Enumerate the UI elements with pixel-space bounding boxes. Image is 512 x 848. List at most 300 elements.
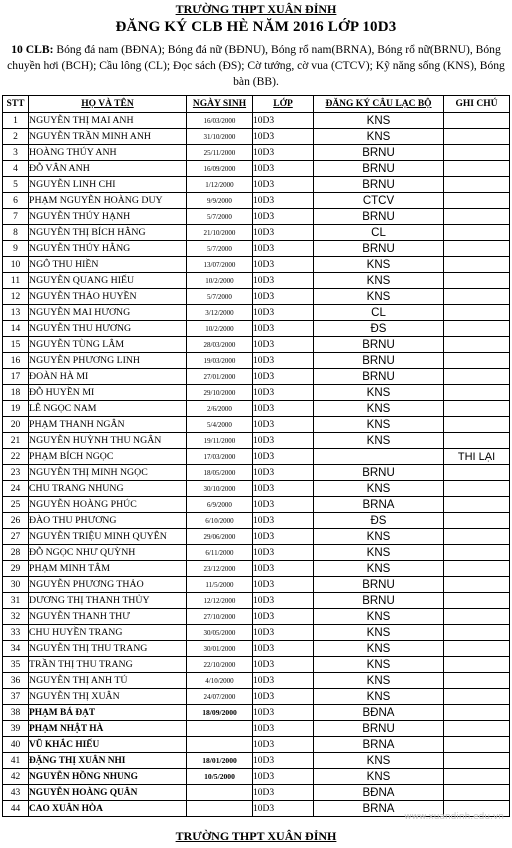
name-cell: PHẠM MINH TÂM [29, 561, 187, 577]
class-cell: 10D3 [253, 609, 314, 625]
table-row [3, 273, 510, 289]
dob-cell: 22/10/2000 [187, 657, 253, 673]
table-row [3, 721, 510, 737]
table-row [3, 641, 510, 657]
dob-cell: 18/09/2000 [187, 705, 253, 721]
name-cell: ĐOÀN HÀ MI [29, 369, 187, 385]
club-cell: BRNA [314, 801, 444, 817]
class-cell: 10D3 [253, 801, 314, 817]
class-cell: 10D3 [253, 129, 314, 145]
table-row [3, 257, 510, 273]
note-cell [444, 577, 510, 593]
club-cell: KNS [314, 689, 444, 705]
name-cell: NGUYỄN THỊ MAI ANH [29, 113, 187, 129]
club-cell: BRNU [314, 177, 444, 193]
dob-cell: 5/4/2000 [187, 417, 253, 433]
note-cell [444, 353, 510, 369]
note-cell [444, 289, 510, 305]
club-cell: BRNU [314, 241, 444, 257]
name-cell: NGUYỄN THANH THƯ [29, 609, 187, 625]
table-row [3, 321, 510, 337]
dob-cell: 28/03/2000 [187, 337, 253, 353]
table-row [3, 593, 510, 609]
dob-cell: 19/11/2000 [187, 433, 253, 449]
stt-cell: 36 [3, 673, 29, 689]
class-cell: 10D3 [253, 641, 314, 657]
stt-cell: 14 [3, 321, 29, 337]
dob-cell: 6/10/2000 [187, 513, 253, 529]
dob-cell: 23/12/2000 [187, 561, 253, 577]
table-row [3, 145, 510, 161]
note-cell [444, 705, 510, 721]
note-cell [444, 433, 510, 449]
name-cell: NGUYỄN THẢO HUYỀN [29, 289, 187, 305]
stt-cell: 9 [3, 241, 29, 257]
class-cell: 10D3 [253, 481, 314, 497]
note-cell [444, 529, 510, 545]
name-cell: NGUYỄN PHƯƠNG THẢO [29, 577, 187, 593]
table-row [3, 737, 510, 753]
note-cell [444, 657, 510, 673]
stt-cell: 5 [3, 177, 29, 193]
note-cell [444, 545, 510, 561]
club-cell: KNS [314, 401, 444, 417]
dob-cell: 18/05/2000 [187, 465, 253, 481]
club-cell: ĐS [314, 513, 444, 529]
dob-cell: 11/5/2000 [187, 577, 253, 593]
stt-cell: 26 [3, 513, 29, 529]
name-cell: NGUYỄN QUANG HIẾU [29, 273, 187, 289]
table-row [3, 305, 510, 321]
table-row [3, 657, 510, 673]
dob-cell: 2/6/2000 [187, 401, 253, 417]
note-cell [444, 481, 510, 497]
class-cell: 10D3 [253, 673, 314, 689]
club-cell: CL [314, 225, 444, 241]
dob-cell: 12/12/2000 [187, 593, 253, 609]
name-cell: LÊ NGỌC NAM [29, 401, 187, 417]
stt-cell: 42 [3, 769, 29, 785]
name-cell: NGUYỄN THÚY HẰNG [29, 241, 187, 257]
stt-cell: 20 [3, 417, 29, 433]
dob-cell: 31/10/2000 [187, 129, 253, 145]
dob-cell: 10/2/2000 [187, 321, 253, 337]
class-cell: 10D3 [253, 737, 314, 753]
stt-cell: 1 [3, 113, 29, 129]
club-cell: BRNU [314, 465, 444, 481]
column-header-club: ĐĂNG KÝ CÂU LẠC BỘ [314, 96, 444, 113]
dob-cell: 5/7/2000 [187, 289, 253, 305]
club-cell: BRNA [314, 737, 444, 753]
note-cell [444, 113, 510, 129]
stt-cell: 33 [3, 625, 29, 641]
club-cell: KNS [314, 673, 444, 689]
note-cell [444, 609, 510, 625]
clubs-description [4, 42, 508, 90]
note-cell [444, 753, 510, 769]
name-cell: ĐẶNG THỊ XUÂN NHI [29, 753, 187, 769]
table-row [3, 401, 510, 417]
table-row [3, 545, 510, 561]
class-cell: 10D3 [253, 753, 314, 769]
club-cell [314, 449, 444, 465]
class-cell: 10D3 [253, 369, 314, 385]
dob-cell: 30/01/2000 [187, 641, 253, 657]
club-cell: BRNU [314, 145, 444, 161]
stt-cell: 13 [3, 305, 29, 321]
table-row [3, 625, 510, 641]
table-row [3, 449, 510, 465]
dob-cell: 27/10/2000 [187, 609, 253, 625]
stt-cell: 10 [3, 257, 29, 273]
club-cell: BĐNA [314, 705, 444, 721]
club-cell: BRNU [314, 593, 444, 609]
name-cell: VŨ KHẮC HIẾU [29, 737, 187, 753]
stt-cell: 3 [3, 145, 29, 161]
club-cell: BRNU [314, 721, 444, 737]
stt-cell: 31 [3, 593, 29, 609]
stt-cell: 25 [3, 497, 29, 513]
school-name: TRƯỜNG THPT XUÂN ĐỈNH [175, 2, 337, 16]
table-row [3, 385, 510, 401]
note-cell [444, 513, 510, 529]
dob-cell: 27/01/2000 [187, 369, 253, 385]
dob-cell: 10/2/2000 [187, 273, 253, 289]
column-header-dob: NGÀY SINH [187, 96, 253, 113]
stt-cell: 21 [3, 433, 29, 449]
class-cell: 10D3 [253, 593, 314, 609]
stt-cell: 44 [3, 801, 29, 817]
class-cell: 10D3 [253, 257, 314, 273]
name-cell: NGUYỄN HỒNG NHUNG [29, 769, 187, 785]
table-row [3, 417, 510, 433]
class-cell: 10D3 [253, 657, 314, 673]
dob-cell: 13/07/2000 [187, 257, 253, 273]
table-row [3, 225, 510, 241]
dob-cell: 1/12/2000 [187, 177, 253, 193]
name-cell: NGUYỄN THỊ ANH TÚ [29, 673, 187, 689]
name-cell: CAO XUÂN HÒA [29, 801, 187, 817]
name-cell: PHẠM BÁ ĐẠT [29, 705, 187, 721]
class-cell: 10D3 [253, 513, 314, 529]
name-cell: NGUYỄN THỊ MINH NGỌC [29, 465, 187, 481]
table-body [3, 113, 510, 817]
table-row [3, 177, 510, 193]
class-cell: 10D3 [253, 721, 314, 737]
dob-cell [187, 721, 253, 737]
dob-cell: 30/10/2000 [187, 481, 253, 497]
dob-cell: 16/09/2000 [187, 161, 253, 177]
class-cell: 10D3 [253, 145, 314, 161]
class-cell: 10D3 [253, 177, 314, 193]
stt-cell: 8 [3, 225, 29, 241]
note-cell [444, 257, 510, 273]
note-cell [444, 241, 510, 257]
name-cell: DƯƠNG THỊ THANH THỦY [29, 593, 187, 609]
dob-cell: 5/7/2000 [187, 241, 253, 257]
name-cell: PHẠM NHẬT HÀ [29, 721, 187, 737]
dob-cell [187, 785, 253, 801]
stt-cell: 34 [3, 641, 29, 657]
stt-cell: 28 [3, 545, 29, 561]
table-row [3, 241, 510, 257]
name-cell: NGUYỄN TRẦN MINH ANH [29, 129, 187, 145]
note-cell [444, 785, 510, 801]
club-cell: KNS [314, 609, 444, 625]
table-row [3, 193, 510, 209]
name-cell: NGUYỄN THU HƯƠNG [29, 321, 187, 337]
note-cell [444, 369, 510, 385]
stt-cell: 24 [3, 481, 29, 497]
club-cell: KNS [314, 129, 444, 145]
class-cell: 10D3 [253, 385, 314, 401]
dob-cell: 19/03/2000 [187, 353, 253, 369]
club-cell: KNS [314, 385, 444, 401]
club-cell: BRNU [314, 369, 444, 385]
class-cell: 10D3 [253, 193, 314, 209]
note-cell [444, 305, 510, 321]
class-cell: 10D3 [253, 241, 314, 257]
table-row [3, 577, 510, 593]
class-cell: 10D3 [253, 529, 314, 545]
club-cell: KNS [314, 433, 444, 449]
stt-cell: 39 [3, 721, 29, 737]
stt-cell: 11 [3, 273, 29, 289]
table-row [3, 689, 510, 705]
dob-cell: 29/10/2000 [187, 385, 253, 401]
class-cell: 10D3 [253, 401, 314, 417]
table-row [3, 161, 510, 177]
stt-cell: 2 [3, 129, 29, 145]
dob-cell: 17/03/2000 [187, 449, 253, 465]
club-cell: BĐNA [314, 785, 444, 801]
dob-cell: 30/05/2000 [187, 625, 253, 641]
registration-table [2, 95, 510, 817]
class-cell: 10D3 [253, 465, 314, 481]
note-cell [444, 417, 510, 433]
stt-cell: 12 [3, 289, 29, 305]
note-cell [444, 641, 510, 657]
stt-cell: 38 [3, 705, 29, 721]
dob-cell: 6/9/2000 [187, 497, 253, 513]
note-cell [444, 273, 510, 289]
class-cell: 10D3 [253, 449, 314, 465]
stt-cell: 30 [3, 577, 29, 593]
stt-cell: 19 [3, 401, 29, 417]
name-cell: ĐÀO THU PHƯƠNG [29, 513, 187, 529]
note-cell [444, 673, 510, 689]
stt-cell: 15 [3, 337, 29, 353]
stt-cell: 17 [3, 369, 29, 385]
class-cell: 10D3 [253, 289, 314, 305]
note-cell [444, 769, 510, 785]
name-cell: ĐỖ HUYỀN MI [29, 385, 187, 401]
club-cell: KNS [314, 481, 444, 497]
dob-cell: 24/07/2000 [187, 689, 253, 705]
table-row [3, 609, 510, 625]
stt-cell: 37 [3, 689, 29, 705]
class-cell: 10D3 [253, 113, 314, 129]
watermark: www.xuandinh.edu.vn [404, 812, 504, 822]
class-cell: 10D3 [253, 705, 314, 721]
note-cell [444, 225, 510, 241]
club-cell: KNS [314, 625, 444, 641]
stt-cell: 40 [3, 737, 29, 753]
class-cell: 10D3 [253, 337, 314, 353]
name-cell: NGUYỄN PHƯƠNG LINH [29, 353, 187, 369]
column-header-note: GHI CHÚ [444, 96, 510, 113]
note-cell: THI LẠI [444, 449, 510, 465]
stt-cell: 16 [3, 353, 29, 369]
club-cell: KNS [314, 561, 444, 577]
column-header-class: LỚP [253, 96, 314, 113]
table-row [3, 481, 510, 497]
class-cell: 10D3 [253, 161, 314, 177]
stt-cell: 32 [3, 609, 29, 625]
dob-cell: 9/9/2000 [187, 193, 253, 209]
note-cell [444, 737, 510, 753]
table-row [3, 465, 510, 481]
name-cell: NGUYỄN THỊ BÍCH HẰNG [29, 225, 187, 241]
club-cell: CTCV [314, 193, 444, 209]
note-cell [444, 209, 510, 225]
note-cell [444, 385, 510, 401]
club-cell: BRNU [314, 577, 444, 593]
table-row [3, 513, 510, 529]
table-row [3, 353, 510, 369]
table-row [3, 433, 510, 449]
club-cell: KNS [314, 257, 444, 273]
stt-cell: 7 [3, 209, 29, 225]
name-cell: ĐỖ VÂN ANH [29, 161, 187, 177]
table-row [3, 129, 510, 145]
club-cell: KNS [314, 657, 444, 673]
dob-cell: 3/12/2000 [187, 305, 253, 321]
table-row [3, 785, 510, 801]
stt-cell: 4 [3, 161, 29, 177]
club-cell: BRNU [314, 161, 444, 177]
dob-cell: 5/7/2000 [187, 209, 253, 225]
club-cell: KNS [314, 289, 444, 305]
name-cell: NGUYỄN HUỲNH THU NGÂN [29, 433, 187, 449]
note-cell [444, 337, 510, 353]
table-row [3, 113, 510, 129]
table-header-row [3, 96, 510, 113]
name-cell: NGUYỄN HOÀNG PHÚC [29, 497, 187, 513]
table-row [3, 337, 510, 353]
dob-cell: 25/11/2000 [187, 145, 253, 161]
stt-cell: 23 [3, 465, 29, 481]
note-cell [444, 625, 510, 641]
class-cell: 10D3 [253, 561, 314, 577]
dob-cell: 6/11/2000 [187, 545, 253, 561]
clubs-label: 10 CLB: [11, 43, 54, 56]
dob-cell [187, 737, 253, 753]
table-row [3, 289, 510, 305]
name-cell: NGUYỄN TÙNG LÂM [29, 337, 187, 353]
stt-cell: 41 [3, 753, 29, 769]
club-cell: KNS [314, 417, 444, 433]
class-cell: 10D3 [253, 625, 314, 641]
column-header-stt: STT [3, 96, 29, 113]
clubs-list: Bóng đá nam (BĐNA); Bóng đá nữ (BĐNU), Bóng rổ nam(BRNA), Bóng rổ nữ(BRNU), Bóng chuyền hơi (BCH); Cầu lông (CL); Đọc sách (ĐS); Cờ tướng, cờ vua (CTCV); Kỹ năng sống (KNS), Bóng bàn (BB). [7, 43, 505, 88]
note-cell [444, 145, 510, 161]
class-cell: 10D3 [253, 305, 314, 321]
club-cell: KNS [314, 113, 444, 129]
name-cell: ĐỖ NGỌC NHƯ QUỲNH [29, 545, 187, 561]
name-cell: NGUYỄN THỊ THU TRANG [29, 641, 187, 657]
club-cell: KNS [314, 769, 444, 785]
club-cell: BRNU [314, 337, 444, 353]
class-cell: 10D3 [253, 321, 314, 337]
class-cell: 10D3 [253, 225, 314, 241]
table-row [3, 673, 510, 689]
class-cell: 10D3 [253, 545, 314, 561]
stt-cell: 22 [3, 449, 29, 465]
note-cell [444, 593, 510, 609]
name-cell: CHU HUYỀN TRANG [29, 625, 187, 641]
note-cell [444, 161, 510, 177]
name-cell: PHẠM BÍCH NGỌC [29, 449, 187, 465]
dob-cell: 4/10/2000 [187, 673, 253, 689]
club-cell: BRNU [314, 353, 444, 369]
name-cell: PHẠM THANH NGÂN [29, 417, 187, 433]
table-row [3, 209, 510, 225]
note-cell [444, 561, 510, 577]
class-cell: 10D3 [253, 353, 314, 369]
club-cell: BRNU [314, 209, 444, 225]
club-cell: CL [314, 305, 444, 321]
column-header-name: HỌ VÀ TÊN [29, 96, 187, 113]
dob-cell: 16/03/2000 [187, 113, 253, 129]
table-row [3, 705, 510, 721]
note-cell [444, 193, 510, 209]
stt-cell: 18 [3, 385, 29, 401]
note-cell [444, 129, 510, 145]
class-cell: 10D3 [253, 785, 314, 801]
class-cell: 10D3 [253, 417, 314, 433]
club-cell: KNS [314, 529, 444, 545]
table-row [3, 753, 510, 769]
name-cell: NGUYỄN THỊ XUÂN [29, 689, 187, 705]
name-cell: NGUYỄN LINH CHI [29, 177, 187, 193]
name-cell: TRẦN THỊ THU TRANG [29, 657, 187, 673]
name-cell: NGUYỄN MAI HƯƠNG [29, 305, 187, 321]
class-cell: 10D3 [253, 273, 314, 289]
name-cell: PHẠM NGUYỄN HOÀNG DUY [29, 193, 187, 209]
class-cell: 10D3 [253, 769, 314, 785]
table-row [3, 369, 510, 385]
name-cell: NGUYỄN HOÀNG QUÂN [29, 785, 187, 801]
document-title: ĐĂNG KÝ CLB HÈ NĂM 2016 LỚP 10D3 [115, 19, 397, 35]
name-cell: NGUYỄN TRIỆU MINH QUYÊN [29, 529, 187, 545]
name-cell: HOÀNG THÚY ANH [29, 145, 187, 161]
class-cell: 10D3 [253, 497, 314, 513]
class-cell: 10D3 [253, 577, 314, 593]
dob-cell: 29/06/2000 [187, 529, 253, 545]
stt-cell: 29 [3, 561, 29, 577]
note-cell [444, 465, 510, 481]
club-cell: BRNA [314, 497, 444, 513]
club-cell: KNS [314, 273, 444, 289]
dob-cell [187, 801, 253, 817]
stt-cell: 35 [3, 657, 29, 673]
note-cell [444, 721, 510, 737]
dob-cell: 10/5/2000 [187, 769, 253, 785]
note-cell [444, 321, 510, 337]
table-row [3, 561, 510, 577]
stt-cell: 43 [3, 785, 29, 801]
